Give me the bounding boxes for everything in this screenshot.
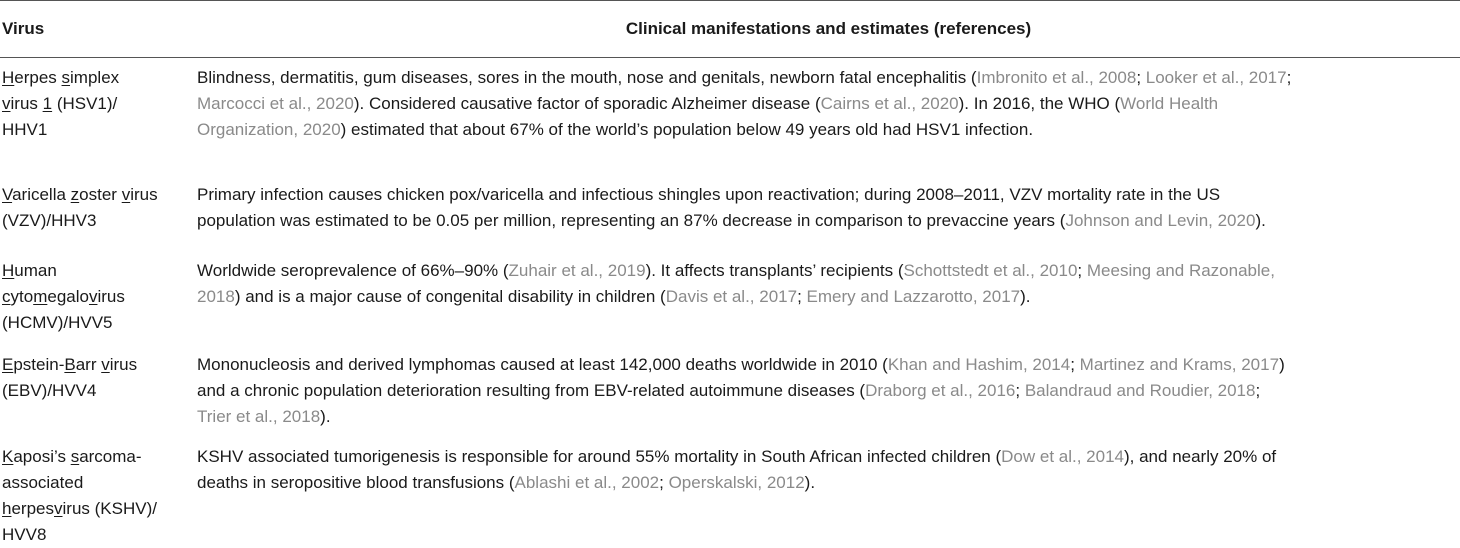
reference-citation[interactable]: Draborg et al., 2016 [865,381,1016,400]
reference-citation[interactable]: Marcocci et al., 2020 [197,94,354,113]
reference-citation[interactable]: Meesing and Razonable, [1086,261,1275,280]
acronym-letter: v [2,94,11,113]
acronym-letter: K [2,447,14,466]
acronym-letter: B [64,355,76,374]
reference-citation[interactable]: Zuhair et al., 2019 [508,261,646,280]
reference-citation[interactable]: Schottstedt et al., 2010 [903,261,1078,280]
reference-citation[interactable]: Martinez and Krams, 2017 [1079,355,1280,374]
acronym-letter: h [2,499,12,518]
reference-citation[interactable]: Khan and Hashim, 2014 [887,355,1071,374]
header-virus: Virus [0,1,195,58]
table-row [0,58,1460,183]
reference-citation[interactable]: Balandraud and Roudier, 2018 [1024,381,1256,400]
acronym-letter: m [33,287,48,306]
reference-citation[interactable]: Cairns et al., 2020 [820,94,959,113]
table-row [0,441,1460,548]
reference-citation[interactable]: Davis et al., 2017 [665,287,798,306]
virus-cell: Epstein-Barr virus (EBV)/HVV4 [2,355,138,400]
table-row [0,346,1460,441]
acronym-letter: H [2,68,15,87]
table-row [0,254,1460,346]
acronym-letter: v [88,287,98,306]
table-row [0,182,1460,254]
virus-cell: Human cytomegalovirus (HCMV)/HVV5 [2,261,125,332]
acronym-letter: 1 [42,94,53,113]
manifestations-cell: Mononucleosis and derived lymphomas caused at least 142,000 deaths worldwide in 2010 (Khan and Hashim, 2014; Martinez and Krams, 2017) and a chronic population deterioration resulting from EBV-related autoimmune diseases (Draborg et al., 2016; Balandraud and Roudier, 2018; Trier et al., 2018). [197,355,1285,426]
acronym-letter: c [2,287,11,306]
header-manifestations: Clinical manifestations and estimates (references) [195,1,1460,58]
reference-citation[interactable]: Ablashi et al., 2002 [514,473,660,492]
manifestations-cell: KSHV associated tumorigenesis is responsible for around 55% mortality in South African infected children (Dow et al., 2014), and nearly 20% of deaths in seropositive blood transfusions (Ablashi et al., 2002; Operskalski, 2012). [197,447,1277,492]
reference-citation[interactable]: Operskalski, 2012 [668,473,805,492]
reference-citation[interactable]: Imbronito et al., 2008 [976,68,1137,87]
acronym-letter: E [2,355,14,374]
acronym-letter: s [70,447,80,466]
reference-citation[interactable]: 2018 [197,287,235,306]
acronym-letter: s [61,68,71,87]
reference-citation[interactable]: Johnson and Levin, 2020 [1065,211,1256,230]
virus-cell: Herpes simplex virus 1 (HSV1)/ HHV1 [2,68,120,139]
reference-citation[interactable]: Looker et al., 2017 [1145,68,1287,87]
acronym-letter: v [54,499,63,518]
acronym-letter: H [2,261,15,280]
virus-cell: Varicella zoster virus (VZV)/HHV3 [2,185,158,230]
header-row [0,1,1460,58]
manifestations-cell: Worldwide seroprevalence of 66%–90% (Zuhair et al., 2019). It affects transplants’ recipients (Schottstedt et al., 2010; Meesing and Razonable, 2018) and is a major cause of congenital disability in children (Davis et al., 2017; Emery and Lazzarotto, 2017). [197,261,1275,306]
reference-citation[interactable]: Emery and Lazzarotto, 2017 [806,287,1021,306]
reference-citation[interactable]: World Health [1120,94,1219,113]
virus-cell: Kaposi’s sarcoma- associated herpesvirus (KSHV)/ HVV8 [2,447,157,544]
acronym-letter: z [70,185,80,204]
manifestations-cell: Blindness, dermatitis, gum diseases, sores in the mouth, nose and genitals, newborn fatal encephalitis (Imbronito et al., 2008; Looker et al., 2017; Marcocci et al., 2020). Considered causative factor of sporadic Alzheimer disease (Cairns et al., 2020). In 2016, the WHO (World Health Organization, 2020) estimated that about 67% of the world’s population below 49 years old had HSV1 infection. [197,68,1292,139]
manifestations-cell: Primary infection causes chicken pox/varicella and infectious shingles upon reactivation; during 2008–2011, VZV mortality rate in the US population was estimated to be 0.05 per million, representing an 87% decrease in comparison to prevaccine years (Johnson and Levin, 2020). [197,185,1266,230]
acronym-letter: V [2,185,13,204]
acronym-letter: v [121,185,131,204]
reference-citation[interactable]: Trier et al., 2018 [197,407,321,426]
reference-citation[interactable]: Dow et al., 2014 [1001,447,1124,466]
acronym-letter: v [101,355,110,374]
reference-citation[interactable]: Organization, 2020 [197,120,341,139]
